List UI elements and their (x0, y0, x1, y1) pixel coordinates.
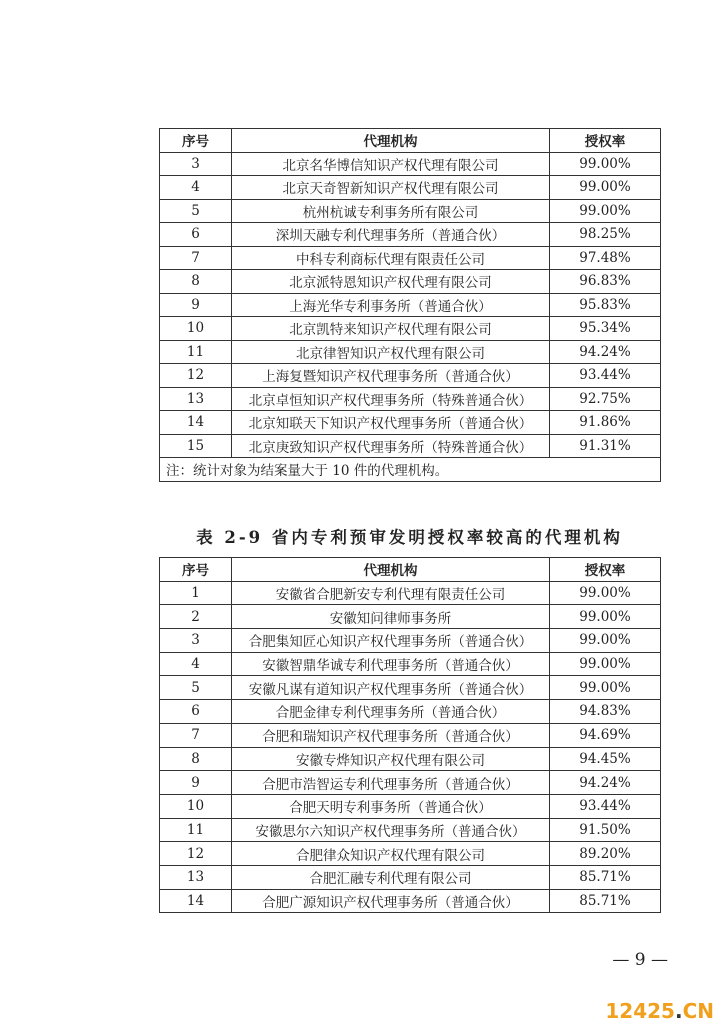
row-agency: 深圳天融专利代理事务所（普通合伙） (232, 223, 550, 247)
row-index: 12 (160, 842, 232, 866)
row-rate: 92.75% (550, 387, 661, 411)
row-agency: 中科专利商标代理有限责任公司 (232, 246, 550, 270)
table-row (160, 676, 661, 700)
row-rate: 85.71% (550, 889, 661, 913)
row-index: 5 (160, 676, 232, 700)
row-index: 7 (160, 246, 232, 270)
row-index: 6 (160, 223, 232, 247)
row-rate: 91.31% (550, 434, 661, 458)
row-agency: 北京庚致知识产权代理事务所（特殊普通合伙） (232, 434, 550, 458)
row-rate: 94.83% (550, 700, 661, 724)
row-agency: 合肥市浩智运专利代理事务所（普通合伙） (232, 771, 550, 795)
table-row (160, 152, 661, 176)
row-index: 9 (160, 771, 232, 795)
row-index: 3 (160, 629, 232, 653)
table-row (160, 818, 661, 842)
table-row (160, 387, 661, 411)
row-rate: 94.24% (550, 340, 661, 364)
row-rate: 98.25% (550, 223, 661, 247)
row-agency: 北京卓恒知识产权代理事务所（特殊普通合伙） (232, 387, 550, 411)
row-index: 1 (160, 581, 232, 605)
table-row (160, 317, 661, 341)
table-header-row (160, 129, 661, 153)
table-row (160, 629, 661, 653)
page-number: — 9 — (612, 950, 668, 970)
row-index: 8 (160, 270, 232, 294)
row-index: 4 (160, 652, 232, 676)
row-rate: 99.00% (550, 676, 661, 700)
row-rate: 99.00% (550, 605, 661, 629)
row-agency: 合肥广源知识产权代理事务所（普通合伙） (232, 889, 550, 913)
row-index: 6 (160, 700, 232, 724)
watermark-number: 12425 (605, 999, 675, 1023)
table-row (160, 364, 661, 388)
row-agency: 安徽凡谋有道知识产权代理事务所（普通合伙） (232, 676, 550, 700)
row-rate: 95.83% (550, 293, 661, 317)
row-agency: 杭州杭诚专利事务所有限公司 (232, 199, 550, 223)
table-row (160, 434, 661, 458)
table-row (160, 581, 661, 605)
row-agency: 合肥律众知识产权代理有限公司 (232, 842, 550, 866)
table-row (160, 176, 661, 200)
row-index: 10 (160, 794, 232, 818)
row-index: 9 (160, 293, 232, 317)
row-rate: 93.44% (550, 364, 661, 388)
row-index: 4 (160, 176, 232, 200)
table-row (160, 771, 661, 795)
row-index: 10 (160, 317, 232, 341)
row-rate: 95.34% (550, 317, 661, 341)
row-rate: 99.00% (550, 199, 661, 223)
row-rate: 99.00% (550, 581, 661, 605)
table-row (160, 794, 661, 818)
row-index: 13 (160, 865, 232, 889)
table-note: 注：统计对象为结案量大于 10 件的代理机构。 (160, 458, 661, 482)
row-rate: 93.44% (550, 794, 661, 818)
row-index: 7 (160, 723, 232, 747)
row-rate: 91.86% (550, 411, 661, 435)
row-agency: 上海复暨知识产权代理事务所（普通合伙） (232, 364, 550, 388)
watermark-dot: . (674, 999, 683, 1023)
row-agency: 北京律智知识产权代理有限公司 (232, 340, 550, 364)
row-agency: 合肥和瑞知识产权代理事务所（普通合伙） (232, 723, 550, 747)
row-agency: 安徽思尔六知识产权代理事务所（普通合伙） (232, 818, 550, 842)
header-agency: 代理机构 (232, 558, 550, 582)
header-agency: 代理机构 (232, 129, 550, 153)
table-row (160, 700, 661, 724)
table-header-row (160, 558, 661, 582)
table-row (160, 889, 661, 913)
table-row (160, 842, 661, 866)
row-agency: 上海光华专利事务所（普通合伙） (232, 293, 550, 317)
table-caption: 表 2-9 省内专利预审发明授权率较高的代理机构 (196, 528, 623, 547)
agency-table-continued (159, 128, 661, 482)
row-agency: 北京名华博信知识产权代理有限公司 (232, 152, 550, 176)
table-row (160, 652, 661, 676)
row-index: 14 (160, 889, 232, 913)
row-rate: 94.24% (550, 771, 661, 795)
row-rate: 99.00% (550, 652, 661, 676)
table-row (160, 246, 661, 270)
row-index: 15 (160, 434, 232, 458)
table-row (160, 340, 661, 364)
row-agency: 北京派特恩知识产权代理有限公司 (232, 270, 550, 294)
row-agency: 安徽专烨知识产权代理有限公司 (232, 747, 550, 771)
row-rate: 94.45% (550, 747, 661, 771)
row-agency: 合肥天明专利事务所（普通合伙） (232, 794, 550, 818)
table-row (160, 865, 661, 889)
table-note-row (160, 458, 661, 482)
row-agency: 北京天奇智新知识产权代理有限公司 (232, 176, 550, 200)
row-agency: 安徽知问律师事务所 (232, 605, 550, 629)
row-index: 11 (160, 340, 232, 364)
table-row (160, 199, 661, 223)
table-row (160, 223, 661, 247)
row-index: 11 (160, 818, 232, 842)
header-rate: 授权率 (550, 558, 661, 582)
header-rate: 授权率 (550, 129, 661, 153)
row-rate: 99.00% (550, 176, 661, 200)
row-agency: 合肥汇融专利代理有限公司 (232, 865, 550, 889)
row-index: 5 (160, 199, 232, 223)
row-agency: 合肥金律专利代理事务所（普通合伙） (232, 700, 550, 724)
row-index: 3 (160, 152, 232, 176)
row-rate: 99.00% (550, 629, 661, 653)
row-rate: 85.71% (550, 865, 661, 889)
row-agency: 北京知联天下知识产权代理事务所（普通合伙） (232, 411, 550, 435)
table-row (160, 747, 661, 771)
row-agency: 北京凯特来知识产权代理有限公司 (232, 317, 550, 341)
row-index: 14 (160, 411, 232, 435)
row-rate: 97.48% (550, 246, 661, 270)
table-row (160, 605, 661, 629)
row-index: 8 (160, 747, 232, 771)
header-index: 序号 (160, 129, 232, 153)
row-rate: 89.20% (550, 842, 661, 866)
row-rate: 94.69% (550, 723, 661, 747)
table-row (160, 270, 661, 294)
row-agency: 合肥集知匠心知识产权代理事务所（普通合伙） (232, 629, 550, 653)
row-rate: 91.50% (550, 818, 661, 842)
table-row (160, 723, 661, 747)
row-agency: 安徽省合肥新安专利代理有限责任公司 (232, 581, 550, 605)
table-row (160, 411, 661, 435)
header-index: 序号 (160, 558, 232, 582)
provincial-agency-table (159, 557, 661, 913)
row-index: 12 (160, 364, 232, 388)
row-rate: 99.00% (550, 152, 661, 176)
row-index: 13 (160, 387, 232, 411)
row-rate: 96.83% (550, 270, 661, 294)
table-row (160, 293, 661, 317)
watermark-cn: CN (682, 999, 714, 1023)
row-index: 2 (160, 605, 232, 629)
site-watermark (605, 999, 714, 1023)
row-agency: 安徽智鼎华诚专利代理事务所（普通合伙） (232, 652, 550, 676)
